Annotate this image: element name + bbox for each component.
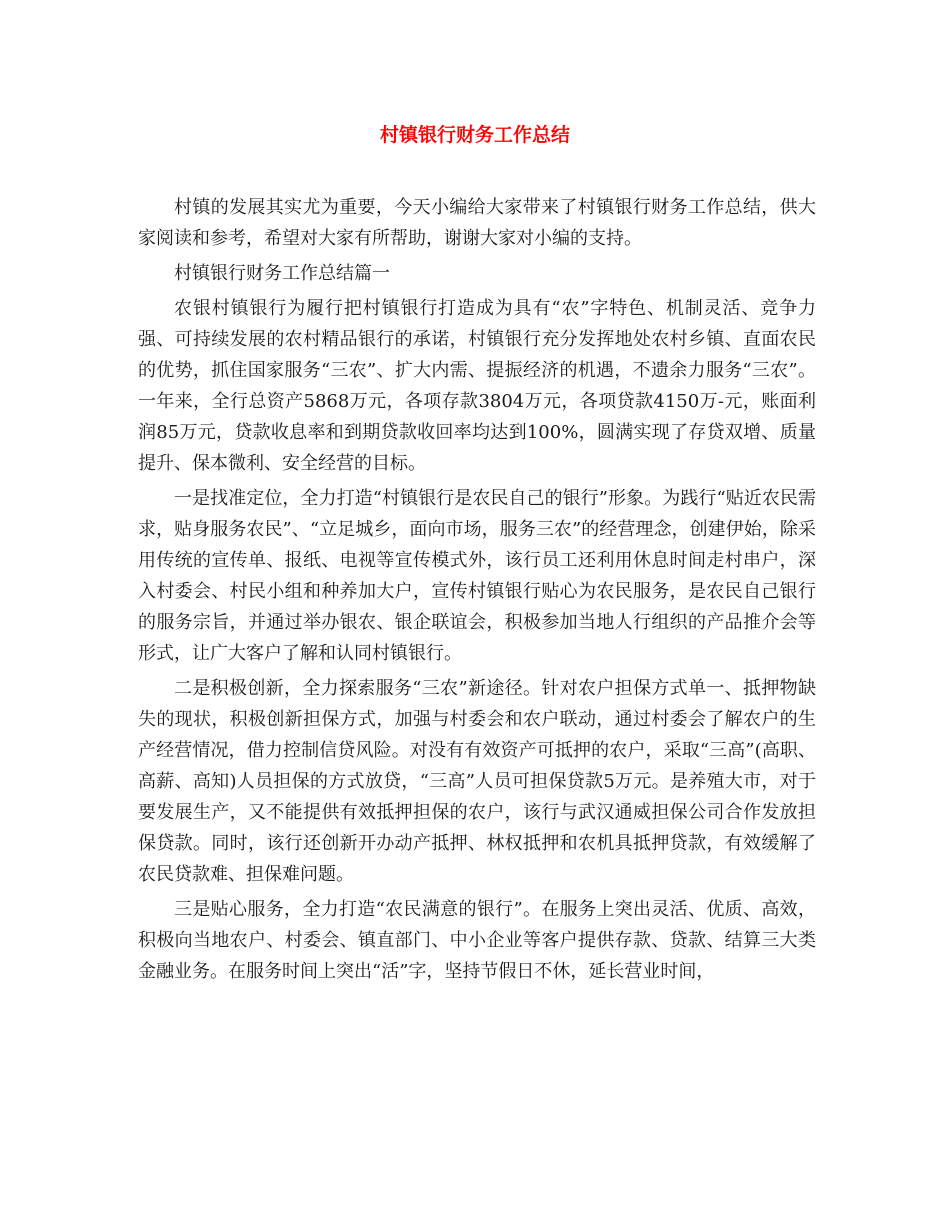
section-heading: 村镇银行财务工作总结篇一 <box>174 263 390 284</box>
paragraph-point-three: 三是贴心服务，全力打造“农民满意的银行”。在服务上突出灵活、优质、高效，积极向当地农户、村委会、镇直部门、中小企业等客户提供存款、贷款、结算三大类金融业务。在服务时间上突出“活”字，坚持节假日不休，延长营业时间， <box>138 899 816 982</box>
document-body <box>138 192 816 991</box>
paragraph-point-one: 一是找准定位，全力打造“村镇银行是农民自己的银行”形象。为践行“贴近农民需求，贴身服务农民”、“立足城乡，面向市场，服务三农”的经营理念，创建伊始，除采用传统的宣传单、报纸、电视等宣传模式外，该行员工还利用休息时间走村串户，深入村委会、村民小组和种养加大户，宣传村镇银行贴心为农民服务，是农民自己银行的服务宗旨，并通过举办银农、银企联谊会，积极参加当地人行组织的产品推介会等形式，让广大客户了解和认同村镇银行。 <box>138 488 816 664</box>
paragraph-overview: 农银村镇银行为履行把村镇银行打造成为具有“农”字特色、机制灵活、竞争力强、可持续发展的农村精品银行的承诺，村镇银行充分发挥地处农村乡镇、直面农民的优势，抓住国家服务“三农”、扩大内需、提振经济的机遇，不遗余力服务“三农”。一年来，全行总资产5868万元，各项存款3804万元，各项贷款4150万-元，账面利润85万元，贷款收息率和到期贷款收回率均达到100%，圆满实现了存贷双增、质量提升、保本微利、安全经营的目标。 <box>138 298 816 474</box>
paragraph-intro: 村镇的发展其实尤为重要，今天小编给大家带来了村镇银行财务工作总结，供大家阅读和参考，希望对大家有所帮助，谢谢大家对小编的支持。 <box>138 197 816 249</box>
paragraph-point-two: 二是积极创新，全力探索服务“三农”新途径。针对农户担保方式单一、抵押物缺失的现状，积极创新担保方式，加强与村委会和农户联动，通过村委会了解农户的生产经营情况，借力控制信贷风险。对没有有效资产可抵押的农户，采取“三高”(高职、高薪、高知)人员担保的方式放贷，“三高”人员可担保贷款5万元。是养殖大市，对于要发展生产，又不能提供有效抵押担保的农户，该行与武汉通威担保公司合作发放担保贷款。同时，该行还创新开办动产抵押、林权抵押和农机具抵押贷款，有效缓解了农民贷款难、担保难问题。 <box>138 678 816 885</box>
document-title: 村镇银行财务工作总结 <box>379 124 570 146</box>
